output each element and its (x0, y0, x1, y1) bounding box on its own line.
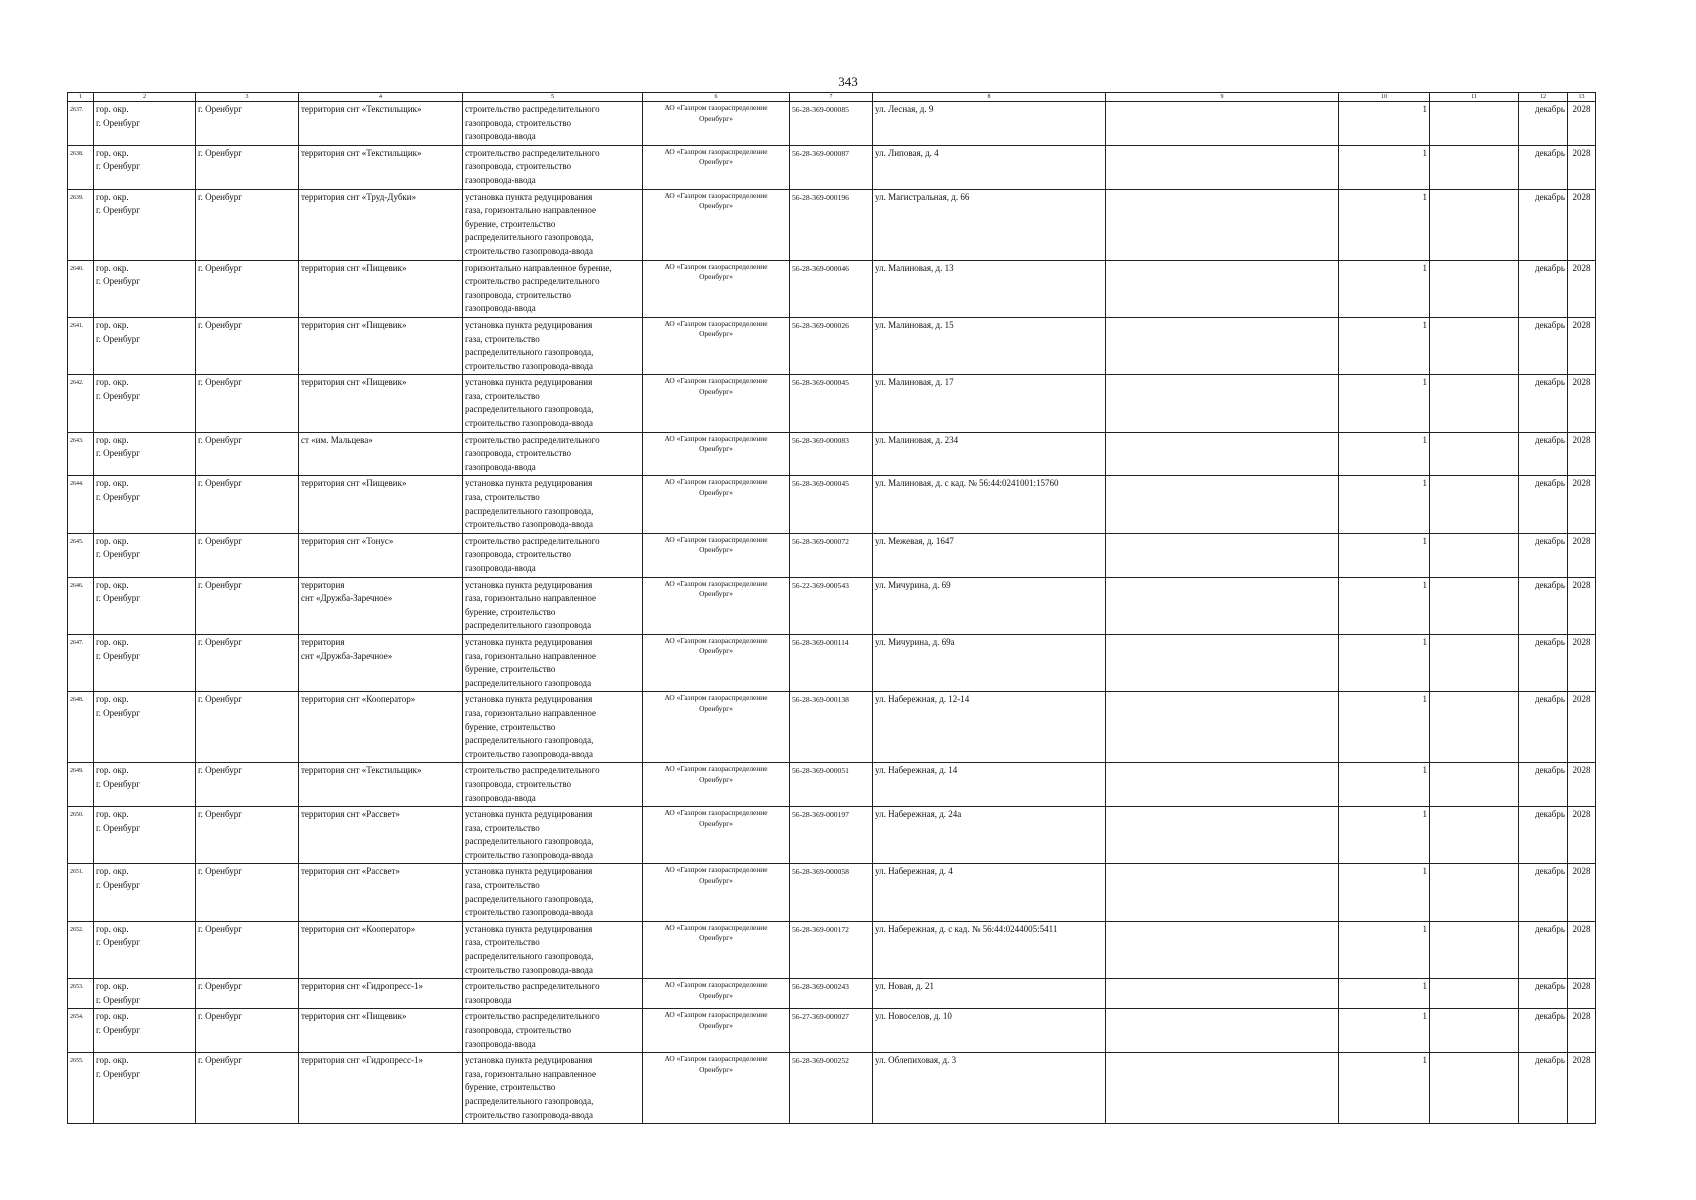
address-cell: ул. Малиновая, д. 234 (873, 432, 1106, 476)
month-cell: декабрь (1519, 317, 1568, 374)
quantity-cell: 1 (1339, 1009, 1430, 1053)
column-11-cell (1430, 692, 1519, 763)
table-row (68, 864, 1596, 921)
organization-cell: АО «Газпром газораспределение Оренбург» (643, 375, 790, 432)
district-cell: гор. окр. г. Оренбург (94, 763, 196, 807)
column-11-cell (1430, 979, 1519, 1009)
month-cell: декабрь (1519, 807, 1568, 864)
quantity-cell: 1 (1339, 1053, 1430, 1124)
address-cell: ул. Мичурина, д. 69 (873, 577, 1106, 634)
year-cell: 2028 (1568, 864, 1596, 921)
col-num-8: 8 (873, 93, 1106, 102)
organization-cell: АО «Газпром газораспределение Оренбург» (643, 145, 790, 189)
organization-cell: АО «Газпром газораспределение Оренбург» (643, 260, 790, 317)
quantity-cell: 1 (1339, 476, 1430, 533)
city-cell: г. Оренбург (196, 1053, 299, 1124)
city-cell: г. Оренбург (196, 432, 299, 476)
district-cell: гор. окр. г. Оренбург (94, 807, 196, 864)
year-cell: 2028 (1568, 533, 1596, 577)
column-9-cell (1106, 577, 1339, 634)
table-row (68, 145, 1596, 189)
column-9-cell (1106, 317, 1339, 374)
column-9-cell (1106, 260, 1339, 317)
column-11-cell (1430, 375, 1519, 432)
column-9-cell (1106, 102, 1339, 146)
quantity-cell: 1 (1339, 189, 1430, 260)
object-code-cell: 56-28-369-000045 (790, 375, 873, 432)
territory-cell: территория снт «Труд-Дубки» (299, 189, 463, 260)
organization-cell: АО «Газпром газораспределение Оренбург» (643, 189, 790, 260)
row-number: 2643. (68, 432, 94, 476)
col-num-3: 3 (196, 93, 299, 102)
row-number: 2642. (68, 375, 94, 432)
year-cell: 2028 (1568, 260, 1596, 317)
address-cell: ул. Набережная, д. 24а (873, 807, 1106, 864)
column-9-cell (1106, 189, 1339, 260)
year-cell: 2028 (1568, 763, 1596, 807)
organization-cell: АО «Газпром газораспределение Оренбург» (643, 864, 790, 921)
row-number: 2647. (68, 634, 94, 691)
organization-cell: АО «Газпром газораспределение Оренбург» (643, 1053, 790, 1124)
city-cell: г. Оренбург (196, 634, 299, 691)
month-cell: декабрь (1519, 1053, 1568, 1124)
row-number: 2650. (68, 807, 94, 864)
city-cell: г. Оренбург (196, 577, 299, 634)
column-11-cell (1430, 145, 1519, 189)
quantity-cell: 1 (1339, 145, 1430, 189)
territory-cell: территория снт «Пищевик» (299, 1009, 463, 1053)
district-cell: гор. окр. г. Оренбург (94, 476, 196, 533)
month-cell: декабрь (1519, 145, 1568, 189)
work-description-cell: строительство распределительного газопровода, строительство газопровода-ввода (463, 1009, 643, 1053)
district-cell: гор. окр. г. Оренбург (94, 577, 196, 634)
quantity-cell: 1 (1339, 763, 1430, 807)
organization-cell: АО «Газпром газораспределение Оренбург» (643, 634, 790, 691)
address-cell: ул. Липовая, д. 4 (873, 145, 1106, 189)
year-cell: 2028 (1568, 692, 1596, 763)
district-cell: гор. окр. г. Оренбург (94, 921, 196, 978)
object-code-cell: 56-28-369-000026 (790, 317, 873, 374)
work-description-cell: установка пункта редуцирования газа, строительство распределительного газопровода, строительство газопровода-ввода (463, 476, 643, 533)
column-9-cell (1106, 864, 1339, 921)
city-cell: г. Оренбург (196, 260, 299, 317)
row-number: 2654. (68, 1009, 94, 1053)
object-code-cell: 56-28-369-000196 (790, 189, 873, 260)
address-cell: ул. Малиновая, д. 13 (873, 260, 1106, 317)
year-cell: 2028 (1568, 375, 1596, 432)
column-11-cell (1430, 189, 1519, 260)
city-cell: г. Оренбург (196, 533, 299, 577)
quantity-cell: 1 (1339, 432, 1430, 476)
city-cell: г. Оренбург (196, 189, 299, 260)
year-cell: 2028 (1568, 1053, 1596, 1124)
quantity-cell: 1 (1339, 102, 1430, 146)
year-cell: 2028 (1568, 634, 1596, 691)
quantity-cell: 1 (1339, 634, 1430, 691)
territory-cell: территория снт «Пищевик» (299, 260, 463, 317)
quantity-cell: 1 (1339, 807, 1430, 864)
organization-cell: АО «Газпром газораспределение Оренбург» (643, 317, 790, 374)
address-cell: ул. Облепиховая, д. 3 (873, 1053, 1106, 1124)
organization-cell: АО «Газпром газораспределение Оренбург» (643, 577, 790, 634)
column-11-cell (1430, 1009, 1519, 1053)
table-row (68, 979, 1596, 1009)
month-cell: декабрь (1519, 634, 1568, 691)
row-number: 2644. (68, 476, 94, 533)
page-number: 343 (838, 74, 858, 89)
district-cell: гор. окр. г. Оренбург (94, 979, 196, 1009)
month-cell: декабрь (1519, 692, 1568, 763)
territory-cell: территория снт «Дружба-Заречное» (299, 577, 463, 634)
month-cell: декабрь (1519, 189, 1568, 260)
territory-cell: территория снт «Гидропресс-1» (299, 1053, 463, 1124)
table-row (68, 634, 1596, 691)
organization-cell: АО «Газпром газораспределение Оренбург» (643, 476, 790, 533)
month-cell: декабрь (1519, 476, 1568, 533)
object-code-cell: 56-28-369-000045 (790, 476, 873, 533)
territory-cell: территория снт «Гидропресс-1» (299, 979, 463, 1009)
work-description-cell: строительство распределительного газопровода, строительство газопровода-ввода (463, 432, 643, 476)
year-cell: 2028 (1568, 317, 1596, 374)
city-cell: г. Оренбург (196, 921, 299, 978)
district-cell: гор. окр. г. Оренбург (94, 260, 196, 317)
territory-cell: территория снт «Текстильщик» (299, 763, 463, 807)
district-cell: гор. окр. г. Оренбург (94, 432, 196, 476)
table-row (68, 476, 1596, 533)
object-code-cell: 56-28-369-000243 (790, 979, 873, 1009)
work-description-cell: установка пункта редуцирования газа, горизонтально направленное бурение, строительство распределительного газопровода (463, 634, 643, 691)
work-description-cell: строительство распределительного газопровода, строительство газопровода-ввода (463, 145, 643, 189)
address-cell: ул. Набережная, д. 14 (873, 763, 1106, 807)
year-cell: 2028 (1568, 1009, 1596, 1053)
column-11-cell (1430, 763, 1519, 807)
work-description-cell: установка пункта редуцирования газа, горизонтально направленное бурение, строительство распределительного газопровода, строительство газопровода-ввода (463, 189, 643, 260)
city-cell: г. Оренбург (196, 476, 299, 533)
city-cell: г. Оренбург (196, 763, 299, 807)
territory-cell: территория снт «Рассвет» (299, 864, 463, 921)
table-row (68, 317, 1596, 374)
column-11-cell (1430, 102, 1519, 146)
column-11-cell (1430, 317, 1519, 374)
col-num-10: 10 (1339, 93, 1430, 102)
year-cell: 2028 (1568, 432, 1596, 476)
quantity-cell: 1 (1339, 577, 1430, 634)
column-9-cell (1106, 1009, 1339, 1053)
row-number: 2653. (68, 979, 94, 1009)
district-cell: гор. окр. г. Оренбург (94, 634, 196, 691)
table-row (68, 692, 1596, 763)
col-num-13: 13 (1568, 93, 1596, 102)
territory-cell: территория снт «Кооператор» (299, 692, 463, 763)
territory-cell: территория снт «Текстильщик» (299, 145, 463, 189)
work-description-cell: установка пункта редуцирования газа, строительство распределительного газопровода, строительство газопровода-ввода (463, 864, 643, 921)
quantity-cell: 1 (1339, 979, 1430, 1009)
object-code-cell: 56-28-369-000085 (790, 102, 873, 146)
table-row (68, 432, 1596, 476)
year-cell: 2028 (1568, 145, 1596, 189)
year-cell: 2028 (1568, 807, 1596, 864)
address-cell: ул. Новая, д. 21 (873, 979, 1106, 1009)
territory-cell: территория снт «Пищевик» (299, 476, 463, 533)
month-cell: декабрь (1519, 763, 1568, 807)
col-num-1: 1 (68, 93, 94, 102)
territory-cell: территория снт «Пищевик» (299, 375, 463, 432)
object-code-cell: 56-28-369-000138 (790, 692, 873, 763)
column-9-cell (1106, 476, 1339, 533)
territory-cell: территория снт «Кооператор» (299, 921, 463, 978)
table-row (68, 102, 1596, 146)
table-row (68, 189, 1596, 260)
work-description-cell: установка пункта редуцирования газа, горизонтально направленное бурение, строительство распределительного газопровода (463, 577, 643, 634)
column-9-cell (1106, 1053, 1339, 1124)
work-description-cell: строительство распределительного газопровода (463, 979, 643, 1009)
column-9-cell (1106, 921, 1339, 978)
column-11-cell (1430, 533, 1519, 577)
column-11-cell (1430, 260, 1519, 317)
table-row (68, 577, 1596, 634)
year-cell: 2028 (1568, 102, 1596, 146)
table-row (68, 1053, 1596, 1124)
address-cell: ул. Набережная, д. с кад. № 56:44:0244005:5411 (873, 921, 1106, 978)
row-number: 2637. (68, 102, 94, 146)
table-body (68, 93, 1596, 1124)
col-num-4: 4 (299, 93, 463, 102)
column-9-cell (1106, 807, 1339, 864)
district-cell: гор. окр. г. Оренбург (94, 533, 196, 577)
col-num-12: 12 (1519, 93, 1568, 102)
address-cell: ул. Мичурина, д. 69а (873, 634, 1106, 691)
city-cell: г. Оренбург (196, 145, 299, 189)
organization-cell: АО «Газпром газораспределение Оренбург» (643, 102, 790, 146)
quantity-cell: 1 (1339, 864, 1430, 921)
territory-cell: территория снт «Текстильщик» (299, 102, 463, 146)
address-cell: ул. Малиновая, д. 17 (873, 375, 1106, 432)
year-cell: 2028 (1568, 189, 1596, 260)
object-code-cell: 56-28-369-000058 (790, 864, 873, 921)
object-code-cell: 56-28-369-000172 (790, 921, 873, 978)
column-9-cell (1106, 533, 1339, 577)
year-cell: 2028 (1568, 921, 1596, 978)
column-9-cell (1106, 979, 1339, 1009)
organization-cell: АО «Газпром газораспределение Оренбург» (643, 432, 790, 476)
month-cell: декабрь (1519, 375, 1568, 432)
city-cell: г. Оренбург (196, 979, 299, 1009)
row-number: 2652. (68, 921, 94, 978)
district-cell: гор. окр. г. Оренбург (94, 189, 196, 260)
row-number: 2640. (68, 260, 94, 317)
work-description-cell: строительство распределительного газопровода, строительство газопровода-ввода (463, 763, 643, 807)
row-number: 2655. (68, 1053, 94, 1124)
column-11-cell (1430, 1053, 1519, 1124)
quantity-cell: 1 (1339, 692, 1430, 763)
col-num-2: 2 (94, 93, 196, 102)
work-description-cell: установка пункта редуцирования газа, строительство распределительного газопровода, строительство газопровода-ввода (463, 317, 643, 374)
work-description-cell: установка пункта редуцирования газа, строительство распределительного газопровода, строительство газопровода-ввода (463, 375, 643, 432)
organization-cell: АО «Газпром газораспределение Оренбург» (643, 533, 790, 577)
object-code-cell: 56-28-369-000051 (790, 763, 873, 807)
object-code-cell: 56-28-369-000197 (790, 807, 873, 864)
work-description-cell: установка пункта редуцирования газа, строительство распределительного газопровода, строительство газопровода-ввода (463, 807, 643, 864)
organization-cell: АО «Газпром газораспределение Оренбург» (643, 807, 790, 864)
month-cell: декабрь (1519, 864, 1568, 921)
column-11-cell (1430, 921, 1519, 978)
object-code-cell: 56-28-369-000087 (790, 145, 873, 189)
address-cell: ул. Набережная, д. 4 (873, 864, 1106, 921)
column-11-cell (1430, 476, 1519, 533)
month-cell: декабрь (1519, 260, 1568, 317)
object-code-cell: 56-22-369-000543 (790, 577, 873, 634)
district-cell: гор. окр. г. Оренбург (94, 692, 196, 763)
district-cell: гор. окр. г. Оренбург (94, 102, 196, 146)
table-row (68, 533, 1596, 577)
address-cell: ул. Магистральная, д. 66 (873, 189, 1106, 260)
row-number: 2649. (68, 763, 94, 807)
object-code-cell: 56-28-369-000072 (790, 533, 873, 577)
quantity-cell: 1 (1339, 921, 1430, 978)
city-cell: г. Оренбург (196, 807, 299, 864)
city-cell: г. Оренбург (196, 102, 299, 146)
col-num-6: 6 (643, 93, 790, 102)
quantity-cell: 1 (1339, 375, 1430, 432)
row-number: 2639. (68, 189, 94, 260)
address-cell: ул. Набережная, д. 12-14 (873, 692, 1106, 763)
object-code-cell: 56-28-369-000252 (790, 1053, 873, 1124)
year-cell: 2028 (1568, 979, 1596, 1009)
column-9-cell (1106, 145, 1339, 189)
column-9-cell (1106, 634, 1339, 691)
row-number: 2638. (68, 145, 94, 189)
district-cell: гор. окр. г. Оренбург (94, 317, 196, 374)
month-cell: декабрь (1519, 102, 1568, 146)
address-cell: ул. Новоселов, д. 10 (873, 1009, 1106, 1053)
year-cell: 2028 (1568, 577, 1596, 634)
row-number: 2648. (68, 692, 94, 763)
object-code-cell: 56-27-369-000027 (790, 1009, 873, 1053)
territory-cell: территория снт «Тонус» (299, 533, 463, 577)
address-cell: ул. Лесная, д. 9 (873, 102, 1106, 146)
table-row (68, 260, 1596, 317)
col-num-5: 5 (463, 93, 643, 102)
district-cell: гор. окр. г. Оренбург (94, 1009, 196, 1053)
district-cell: гор. окр. г. Оренбург (94, 864, 196, 921)
column-9-cell (1106, 692, 1339, 763)
column-11-cell (1430, 864, 1519, 921)
address-cell: ул. Малиновая, д. с кад. № 56:44:0241001:15760 (873, 476, 1106, 533)
city-cell: г. Оренбург (196, 864, 299, 921)
object-code-cell: 56-28-369-000046 (790, 260, 873, 317)
row-number: 2641. (68, 317, 94, 374)
organization-cell: АО «Газпром газораспределение Оренбург» (643, 921, 790, 978)
organization-cell: АО «Газпром газораспределение Оренбург» (643, 763, 790, 807)
month-cell: декабрь (1519, 577, 1568, 634)
territory-cell: ст «им. Мальцева» (299, 432, 463, 476)
row-number: 2651. (68, 864, 94, 921)
row-number: 2646. (68, 577, 94, 634)
month-cell: декабрь (1519, 921, 1568, 978)
quantity-cell: 1 (1339, 260, 1430, 317)
col-num-9: 9 (1106, 93, 1339, 102)
district-cell: гор. окр. г. Оренбург (94, 1053, 196, 1124)
month-cell: декабрь (1519, 533, 1568, 577)
column-9-cell (1106, 375, 1339, 432)
address-cell: ул. Малиновая, д. 15 (873, 317, 1106, 374)
organization-cell: АО «Газпром газораспределение Оренбург» (643, 979, 790, 1009)
city-cell: г. Оренбург (196, 317, 299, 374)
month-cell: декабрь (1519, 979, 1568, 1009)
register-table (67, 92, 1596, 1124)
col-num-7: 7 (790, 93, 873, 102)
object-code-cell: 56-28-369-000114 (790, 634, 873, 691)
work-description-cell: установка пункта редуцирования газа, горизонтально направленное бурение, строительство распределительного газопровода, строительство газопровода-ввода (463, 1053, 643, 1124)
work-description-cell: горизонтально направленное бурение, строительство распределительного газопровода, строительство газопровода-ввода (463, 260, 643, 317)
column-11-cell (1430, 634, 1519, 691)
city-cell: г. Оренбург (196, 375, 299, 432)
table-row (68, 763, 1596, 807)
quantity-cell: 1 (1339, 317, 1430, 374)
column-9-cell (1106, 432, 1339, 476)
district-cell: гор. окр. г. Оренбург (94, 145, 196, 189)
month-cell: декабрь (1519, 432, 1568, 476)
city-cell: г. Оренбург (196, 692, 299, 763)
table-row (68, 1009, 1596, 1053)
city-cell: г. Оренбург (196, 1009, 299, 1053)
district-cell: гор. окр. г. Оренбург (94, 375, 196, 432)
table-row (68, 921, 1596, 978)
work-description-cell: строительство распределительного газопровода, строительство газопровода-ввода (463, 102, 643, 146)
work-description-cell: установка пункта редуцирования газа, строительство распределительного газопровода, строительство газопровода-ввода (463, 921, 643, 978)
table-row (68, 375, 1596, 432)
territory-cell: территория снт «Пищевик» (299, 317, 463, 374)
table-row (68, 807, 1596, 864)
address-cell: ул. Межевая, д. 1647 (873, 533, 1106, 577)
row-number: 2645. (68, 533, 94, 577)
organization-cell: АО «Газпром газораспределение Оренбург» (643, 692, 790, 763)
column-11-cell (1430, 432, 1519, 476)
work-description-cell: строительство распределительного газопровода, строительство газопровода-ввода (463, 533, 643, 577)
month-cell: декабрь (1519, 1009, 1568, 1053)
work-description-cell: установка пункта редуцирования газа, горизонтально направленное бурение, строительство распределительного газопровода, строительство газопровода-ввода (463, 692, 643, 763)
column-11-cell (1430, 577, 1519, 634)
organization-cell: АО «Газпром газораспределение Оренбург» (643, 1009, 790, 1053)
year-cell: 2028 (1568, 476, 1596, 533)
column-9-cell (1106, 763, 1339, 807)
territory-cell: территория снт «Рассвет» (299, 807, 463, 864)
territory-cell: территория снт «Дружба-Заречное» (299, 634, 463, 691)
object-code-cell: 56-28-369-000083 (790, 432, 873, 476)
quantity-cell: 1 (1339, 533, 1430, 577)
col-num-11: 11 (1430, 93, 1519, 102)
column-11-cell (1430, 807, 1519, 864)
column-number-row (68, 93, 1596, 102)
